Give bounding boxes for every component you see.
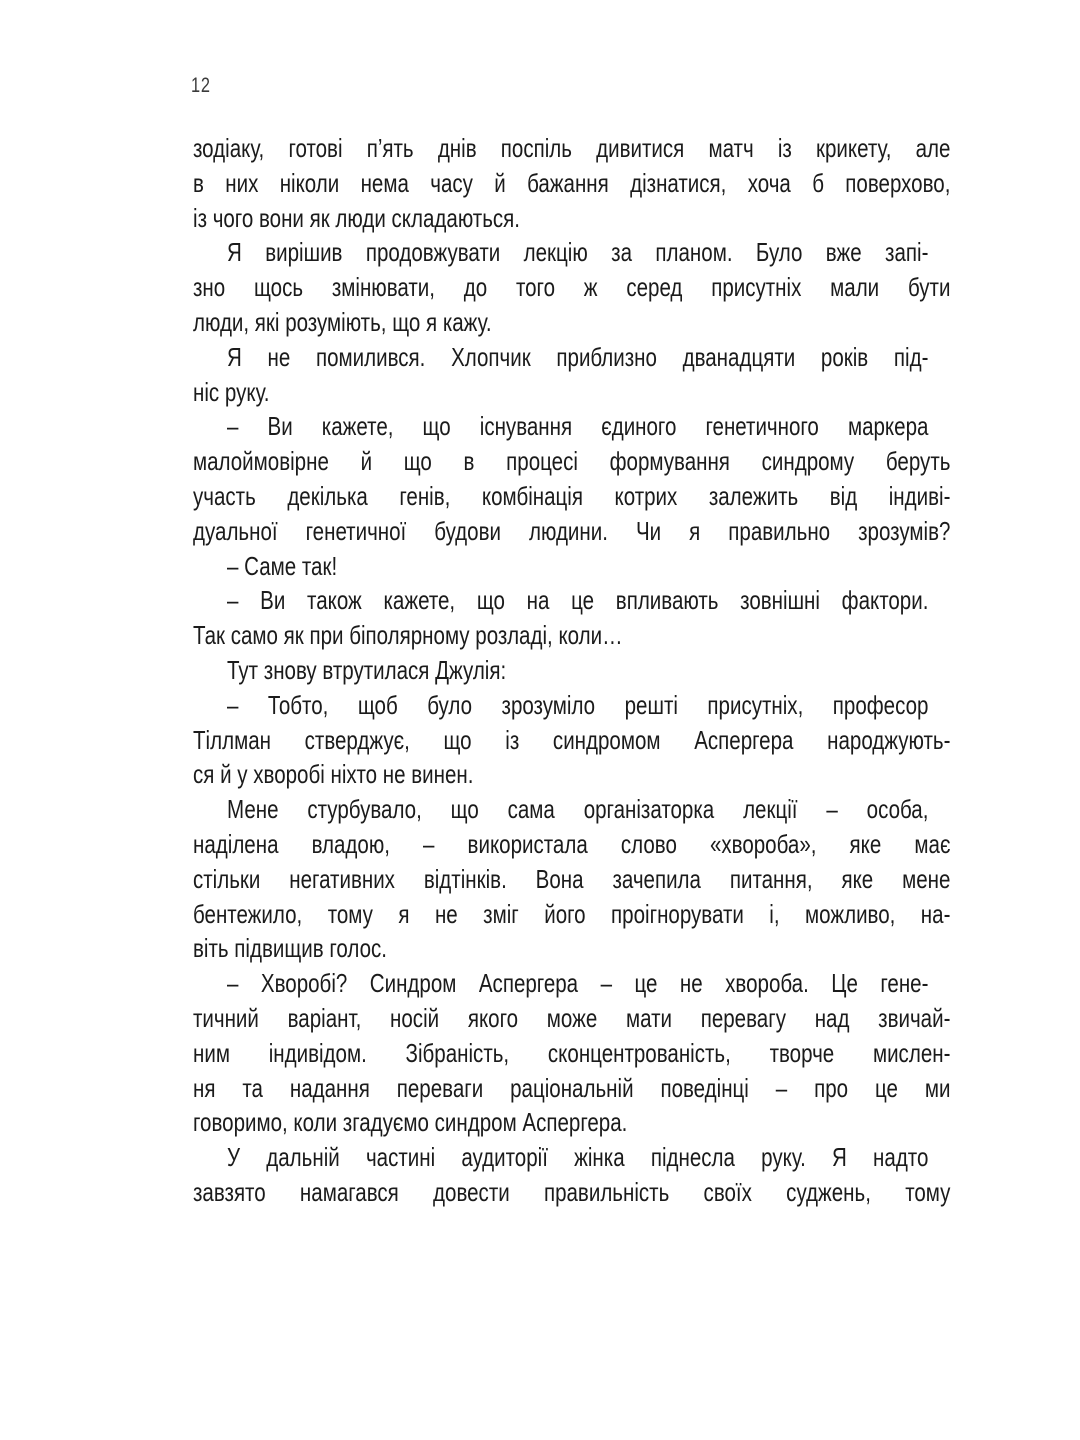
text-line (193, 757, 1067, 792)
text-line (193, 201, 1067, 236)
text-line (193, 931, 1067, 966)
text-line-content: – Хворобі? Синдром Аспергера – це не хвороба. Це гене- (227, 968, 929, 999)
text-line-content: Так само як при біполярному розладі, коли… (193, 620, 623, 651)
text-line (193, 340, 1067, 375)
text-line-content: Я не помилився. Хлопчик приблизно дванадцяти років під- (227, 341, 929, 372)
text-line (193, 1175, 1067, 1210)
text-line-content: участь декілька генів, комбінація котрих залежить від індиві- (193, 480, 951, 511)
text-line-content: Тут знову втрутилася Джулія: (227, 654, 507, 685)
text-line-content: в них ніколи нема часу й бажання дізнатися, хоча б поверхово, (193, 167, 951, 198)
text-line-content: віть підвищив голос. (193, 933, 387, 964)
text-line-content: Я вирішив продовжувати лекцію за планом. Було вже запі- (227, 237, 929, 268)
text-line (193, 583, 1067, 618)
text-line (193, 444, 1067, 479)
text-line-content: зно щось змінювати, до того ж серед присутніх мали бути (193, 272, 951, 303)
text-line-content: ніс руку. (193, 376, 270, 407)
text-line-content: – Тобто, щоб було зрозуміло решті присутніх, професор (227, 689, 929, 720)
text-line (193, 479, 1067, 514)
text-line-content: люди, які розуміють, що я кажу. (193, 306, 492, 337)
text-line-content: стільки негативних відтінків. Вона зачепила питання, яке мене (193, 863, 951, 894)
text-line (193, 792, 1067, 827)
text-line (193, 688, 1067, 723)
text-line (193, 409, 1067, 444)
text-line-content: Тіллман стверджує, що із синдромом Аспергера народжують- (193, 724, 951, 755)
text-line-content: малоймовірне й що в процесі формування синдрому беруть (193, 446, 951, 477)
text-line-content: Мене стурбувало, що сама організаторка лекції – особа, (227, 794, 929, 825)
text-line-content: – Ви кажете, що існування єдиного генетичного маркера (227, 411, 929, 442)
text-line-content: ся й у хворобі ніхто не винен. (193, 759, 474, 790)
text-line-content: ним індивідом. Зібраність, сконцентрованість, творче мислен- (193, 1037, 951, 1068)
text-line (193, 723, 1067, 758)
page-number: 12 (191, 74, 211, 97)
text-line (193, 653, 1067, 688)
text-line-content: – Саме так! (227, 550, 338, 581)
text-line (193, 514, 1067, 549)
text-line (193, 131, 1067, 166)
text-line-content: зодіаку, готові п’ять днів поспіль дивитися матч із крикету, але (193, 133, 951, 163)
text-line (193, 549, 1067, 584)
text-line (193, 375, 1067, 410)
body-text (193, 131, 1067, 1210)
text-line-content: ня та надання переваги раціональній поведінці – про це ми (193, 1072, 951, 1103)
text-line (193, 270, 1067, 305)
text-line-content: наділена владою, – використала слово «хвороба», яке має (193, 828, 951, 859)
text-line (193, 862, 1067, 897)
text-line-content: У дальній частині аудиторії жінка піднесла руку. Я надто (227, 1142, 929, 1173)
text-line (193, 305, 1067, 340)
text-line (193, 235, 1067, 270)
text-line (193, 618, 1067, 653)
text-line (193, 827, 1067, 862)
text-line (193, 1105, 1067, 1140)
text-line-content: тичний варіант, носій якого може мати перевагу над звичай- (193, 1002, 951, 1033)
text-line (193, 1140, 1067, 1175)
text-line (193, 966, 1067, 1001)
text-line-content: бентежило, тому я не зміг його проігнорувати і, можливо, на- (193, 898, 951, 929)
text-line-content: – Ви також кажете, що на це впливають зовнішні фактори. (227, 585, 929, 616)
text-line (193, 1071, 1067, 1106)
text-line-content: із чого вони як люди складаються. (193, 202, 520, 233)
text-line-content: дуальної генетичної будови людини. Чи я правильно зрозумів? (193, 515, 951, 546)
text-line (193, 1036, 1067, 1071)
text-line (193, 897, 1067, 932)
text-line-content: завзято намагався довести правильність своїх суджень, тому (193, 1176, 951, 1207)
text-line-content: говоримо, коли згадуємо синдром Аспергера. (193, 1107, 628, 1138)
text-line (193, 166, 1067, 201)
text-line (193, 1001, 1067, 1036)
